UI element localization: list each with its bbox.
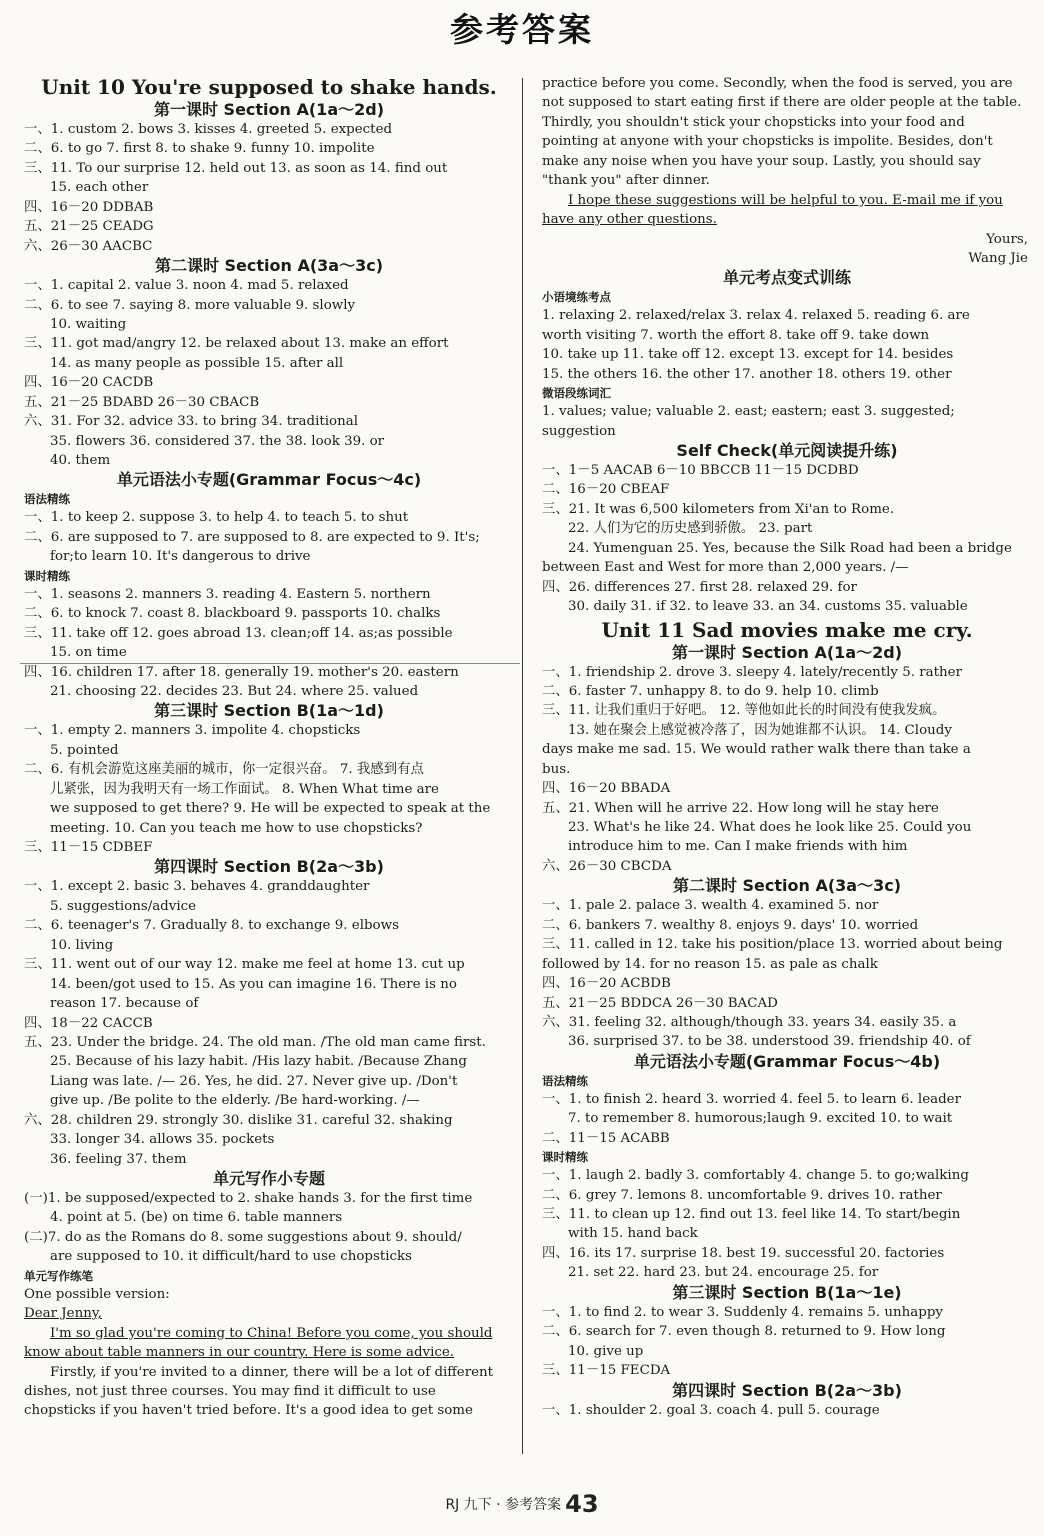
answer-line-continued: 14. been/got used to 15. As you can imagine 16. There is no — [50, 976, 457, 992]
answer-line-continued: 21. choosing 22. decides 23. But 24. where 25. valued — [50, 683, 419, 699]
answer-line: 三、21. It was 6,500 kilometers from Xi'an to Rome. — [542, 501, 895, 517]
answer-line: 三、11－15 FECDA — [542, 1363, 671, 1379]
answer-line-continued: 25. Because of his lazy habit. /His lazy habit. /Because Zhang — [50, 1054, 467, 1070]
answer-line: 1. values; value; valuable 2. east; eastern; east 3. suggested; — [542, 404, 955, 420]
answer-line: 一、1. laugh 2. badly 3. comfortably 4. change 5. to go;walking — [542, 1168, 969, 1184]
subsection-label: 微语段练词汇 — [542, 386, 611, 401]
answer-line: 10. take up 11. take off 12. except 13. except for 14. besides — [542, 347, 954, 363]
subsection-label: 语法精练 — [542, 1073, 588, 1088]
answer-line: 二、11－15 ACABB — [542, 1130, 670, 1146]
answer-line: 一、1. custom 2. bows 3. kisses 4. greeted 5. expected — [24, 122, 393, 137]
answer-line-continued: for;to learn 10. It's dangerous to drive — [50, 549, 311, 565]
answer-line: 四、16－20 ACBDB — [542, 976, 671, 992]
page-footer — [0, 1490, 1044, 1518]
answer-line: 二、6. to go 7. first 8. to shake 9. funny 10. impolite — [24, 141, 375, 157]
answer-line-continued: 5. suggestions/advice — [50, 898, 197, 914]
answer-line: 一、1. shoulder 2. goal 3. coach 4. pull 5. courage — [542, 1402, 880, 1418]
answer-line-continued: 10. living — [50, 937, 114, 953]
answer-line-continued: 15. on time — [50, 645, 127, 661]
subsection-label: 课时精练 — [24, 568, 70, 583]
answer-line: 五、21－25 CEADG — [24, 219, 154, 235]
section-heading: 单元语法小专题(Grammar Focus～4c) — [116, 470, 422, 490]
answer-line: 四、26. differences 27. first 28. relaxed 29. for — [542, 579, 857, 595]
answer-line-continued: 5. pointed — [50, 742, 119, 758]
answer-line: 一、1. to keep 2. suppose 3. to help 4. to teach 5. to shut — [24, 510, 409, 526]
answer-line: 三、11. To our surprise 12. held out 13. as soon as 14. find out — [24, 160, 448, 176]
section-heading: Self Check(单元阅读提升练) — [676, 441, 898, 460]
answer-line: 一、1. pale 2. palace 3. wealth 4. examined 5. nor — [542, 898, 879, 914]
answer-line-continued: 7. to remember 8. humorous;laugh 9. excited 10. to wait — [568, 1111, 953, 1127]
answer-line: 五、23. Under the bridge. 24. The old man. /The old man came first. — [24, 1034, 486, 1050]
answer-line-continued: 23. What's he like 24. What does he look like 25. Could you — [568, 820, 972, 835]
subsection-label: 单元写作练笔 — [24, 1268, 93, 1283]
underlined-text: have any other questions. — [542, 212, 717, 228]
answer-line: not supposed to start eating first if there are older people at the table. — [542, 95, 1022, 111]
underlined-text: Dear Jenny, — [24, 1306, 102, 1322]
answer-line: (一)1. be supposed/expected to 2. shake hands 3. for the first time — [24, 1191, 473, 1206]
underlined-text: I hope these suggestions will be helpful to you. E-mail me if you — [568, 192, 1003, 208]
answer-line-continued: are supposed to 10. it difficult/hard to use chopsticks — [50, 1249, 413, 1265]
answer-line: 五、21. When will he arrive 22. How long will he stay here — [542, 800, 939, 816]
subsection-label: 语法精练 — [24, 492, 70, 507]
answer-line-continued: 24. Yumenguan 25. Yes, because the Silk Road had been a bridge — [568, 540, 1012, 556]
answer-line: 三、11. to clean up 12. find out 13. feel like 14. To start/begin — [542, 1207, 961, 1222]
answer-line-continued: Liang was late. /— 26. Yes, he did. 27. Never give up. /Don't — [50, 1073, 458, 1089]
answer-line: 六、31. feeling 32. although/though 33. years 34. easily 35. a — [542, 1014, 957, 1030]
answer-line: make any noise when you have your soup. Lastly, you should say — [542, 153, 981, 169]
answer-line-continued: meeting. 10. Can you teach me how to use chopsticks? — [50, 820, 423, 836]
section-heading: 第一课时 Section A(1a～2d) — [671, 642, 903, 662]
answer-line: suggestion — [542, 423, 616, 439]
answer-line: 二、6. faster 7. unhappy 8. to do 9. help 10. climb — [542, 683, 879, 699]
unit-heading: Unit 10 You're supposed to shake hands. — [41, 75, 497, 99]
subsection-label: 课时精练 — [542, 1150, 588, 1165]
answer-line: 六、26－30 CBCDA — [542, 858, 672, 874]
answer-line: 一、1. capital 2. value 3. noon 4. mad 5. relaxed — [24, 278, 349, 294]
answer-line: 四、16. its 17. surprise 18. best 19. successful 20. factories — [542, 1245, 945, 1261]
answer-line-continued: 13. 她在聚会上感觉被冷落了，因为她谁都不认识。 14. Cloudy — [568, 722, 952, 738]
answer-line-continued: with 15. hand back — [568, 1226, 698, 1242]
underlined-text: I'm so glad you're coming to China! Before you come, you should — [50, 1325, 493, 1341]
column-divider — [522, 78, 523, 1454]
answer-line: 四、16. children 17. after 18. generally 19. mother's 20. eastern — [24, 664, 459, 680]
answer-line: between East and West for more than 2,000 years. /— — [542, 560, 909, 576]
answer-line-continued: 14. as many people as possible 15. after all — [50, 355, 344, 371]
answer-line-continued: 30. daily 31. if 32. to leave 33. an 34. customs 35. valuable — [568, 599, 968, 615]
section-heading: 单元考点变式训练 — [722, 268, 851, 288]
answer-line-continued: 36. feeling 37. them — [50, 1151, 187, 1167]
answer-line: 三、11. went out of our way 12. make me feel at home 13. cut up — [24, 957, 465, 973]
page-title: 参考答案 — [450, 10, 594, 49]
answer-line: 四、16－20 CACDB — [24, 375, 154, 391]
answer-line: 一、1. empty 2. manners 3. impolite 4. chopsticks — [24, 723, 361, 739]
section-heading: 单元语法小专题(Grammar Focus～4b) — [633, 1051, 941, 1071]
answer-line: 15. the others 16. the other 17. another 18. others 19. other — [542, 366, 952, 382]
answer-line: days make me sad. 15. We would rather walk there than take a — [542, 742, 971, 758]
essay-line-underlined — [24, 1343, 514, 1362]
answer-line: worth visiting 7. worth the effort 8. take off 9. take down — [542, 327, 930, 343]
essay-line-underlined — [542, 191, 1032, 210]
answer-line: 六、31. For 32. advice 33. to bring 34. traditional — [24, 414, 358, 430]
answer-line: 一、1. to finish 2. heard 3. worried 4. feel 5. to learn 6. leader — [542, 1091, 961, 1107]
answer-line: practice before you come. Secondly, when the food is served, you are — [542, 76, 1013, 91]
answer-line-continued: give up. /Be polite to the elderly. /Be hard-working. /— — [50, 1093, 420, 1109]
essay-signature: Yours, — [986, 231, 1028, 247]
answer-line: 三、11－15 CDBEF — [24, 840, 153, 855]
essay-signature: Wang Jie — [968, 250, 1028, 266]
answer-line: bus. — [542, 761, 571, 777]
answer-line: 三、11. called in 12. take his position/place 13. worried about being — [542, 937, 1003, 953]
answer-line: 六、28. children 29. strongly 30. dislike 31. careful 32. shaking — [24, 1112, 453, 1128]
answer-line: 二、6. search for 7. even though 8. returned to 9. How long — [542, 1324, 946, 1340]
section-heading: 第四课时 Section B(2a～3b) — [672, 1380, 902, 1400]
subsection-label: 小语境练考点 — [542, 290, 611, 305]
answer-line: 一、1. except 2. basic 3. behaves 4. granddaughter — [24, 879, 370, 895]
answer-line: 一、1. to find 2. to wear 3. Suddenly 4. remains 5. unhappy — [542, 1304, 943, 1320]
answer-line: (二)7. do as the Romans do 8. some suggestions about 9. should/ — [24, 1229, 462, 1245]
answer-line: pointing at anyone with your chopsticks is impolite. Besides, don't — [542, 134, 993, 150]
answer-line-continued: 35. flowers 36. considered 37. the 38. look 39. or — [50, 433, 385, 449]
answer-line: 二、16－20 CBEAF — [542, 482, 670, 498]
answer-line-continued: 4. point at 5. (be) on time 6. table manners — [50, 1210, 343, 1226]
answer-line-continued: 15. each other — [50, 180, 149, 196]
answer-line: chopsticks if you haven't tried before. It's a good idea to get some — [24, 1403, 473, 1419]
answer-line: 二、6. 有机会游览这座美丽的城市，你一定很兴奋。 7. 我感到有点 — [24, 762, 424, 778]
answer-line: Thirdly, you shouldn't stick your chopsticks into your food and — [542, 114, 965, 130]
answer-line-continued: 21. set 22. hard 23. but 24. encourage 25. for — [568, 1265, 879, 1281]
section-heading: 第一课时 Section A(1a～2d) — [153, 100, 385, 119]
footer-label: RJ 九下 · 参考答案 — [445, 1497, 562, 1513]
section-heading: 第二课时 Section A(3a～3c) — [154, 256, 384, 276]
essay-line-underlined — [542, 210, 1032, 229]
answer-line: One possible version: — [24, 1286, 170, 1302]
section-heading: 第二课时 Section A(3a～3c) — [672, 876, 902, 896]
answer-line: 二、6. grey 7. lemons 8. uncomfortable 9. drives 10. rather — [542, 1187, 942, 1203]
answer-line: 三、11. 让我们重归于好吧。 12. 等他如此长的时间没有使我发疯。 — [542, 703, 946, 719]
section-heading: 第三课时 Section B(1a～1e) — [672, 1282, 902, 1302]
answer-line-continued: 22. 人们为它的历史感到骄傲。 23. part — [568, 521, 813, 537]
answer-line: 三、11. take off 12. goes abroad 13. clean;off 14. as;as possible — [24, 625, 453, 641]
section-heading: 第三课时 Section B(1a～1d) — [154, 701, 384, 721]
essay-line: Firstly, if you're invited to a dinner, there will be a lot of different — [50, 1364, 494, 1380]
answer-line: 一、1. seasons 2. manners 3. reading 4. Eastern 5. northern — [24, 586, 431, 602]
answer-line: 三、11. got mad/angry 12. be relaxed about 13. make an effort — [24, 336, 449, 352]
answer-line-continued: introduce him to me. Can I make friends with him — [568, 839, 908, 855]
right-column — [542, 74, 1032, 1420]
answer-line: 二、6. to knock 7. coast 8. blackboard 9. passports 10. chalks — [24, 606, 441, 622]
answer-line: 一、1. friendship 2. drove 3. sleepy 4. lately/recently 5. rather — [542, 664, 962, 680]
answer-line: 二、6. teenager's 7. Gradually 8. to exchange 9. elbows — [24, 918, 399, 934]
answer-line-continued: 36. surprised 37. to be 38. understood 39. friendship 40. of — [568, 1034, 971, 1050]
answer-line-continued: we supposed to get there? 9. He will be expected to speak at the — [50, 801, 491, 817]
answer-line-continued: 10. waiting — [50, 316, 127, 332]
answer-line: 五、21－25 BDDCA 26－30 BACAD — [542, 995, 778, 1011]
answer-line: 一、1－5 AACAB 6－10 BBCCB 11－15 DCDBD — [542, 463, 859, 478]
answer-line: 四、16－20 DDBAB — [24, 199, 154, 215]
left-column — [24, 74, 514, 1421]
answer-line: 四、18－22 CACCB — [24, 1015, 153, 1031]
answer-line: 二、6. bankers 7. wealthy 8. enjoys 9. days' 10. worried — [542, 917, 919, 933]
answer-line: 四、16－20 BBADA — [542, 781, 671, 797]
answer-line: "thank you" after dinner. — [542, 173, 710, 189]
section-heading: 单元写作小专题 — [212, 1169, 325, 1188]
essay-line-underlined — [24, 1304, 514, 1323]
answer-line-continued: 33. longer 34. allows 35. pockets — [50, 1132, 275, 1148]
underlined-text: know about table manners in our country. Here is some advice. — [24, 1345, 455, 1361]
section-heading: 第四课时 Section B(2a～3b) — [154, 857, 384, 877]
answer-line-continued: 40. them — [50, 453, 111, 468]
answer-line: 五、21－25 BDABD 26－30 CBACB — [24, 394, 260, 410]
answer-line: 六、26－30 AACBC — [24, 238, 153, 254]
answer-line-continued: 10. give up — [568, 1343, 644, 1359]
unit-heading: Unit 11 Sad movies make me cry. — [601, 617, 973, 642]
answer-line: 1. relaxing 2. relaxed/relax 3. relax 4. relaxed 5. reading 6. are — [542, 308, 970, 324]
answer-line-continued: 儿紧张，因为我明天有一场工作面试。 8. When What time are — [50, 781, 439, 797]
answer-line-continued: reason 17. because of — [50, 996, 199, 1012]
essay-line-underlined — [24, 1324, 514, 1343]
answer-line: followed by 14. for no reason 15. as pale as chalk — [542, 956, 878, 972]
page-number: 43 — [565, 1490, 599, 1518]
answer-line: dishes, not just three courses. You may find it difficult to use — [24, 1383, 436, 1399]
answer-line: 二、6. to see 7. saying 8. more valuable 9. slowly — [24, 297, 356, 313]
answer-line: 二、6. are supposed to 7. are supposed to 8. are expected to 9. It's; — [24, 529, 480, 545]
